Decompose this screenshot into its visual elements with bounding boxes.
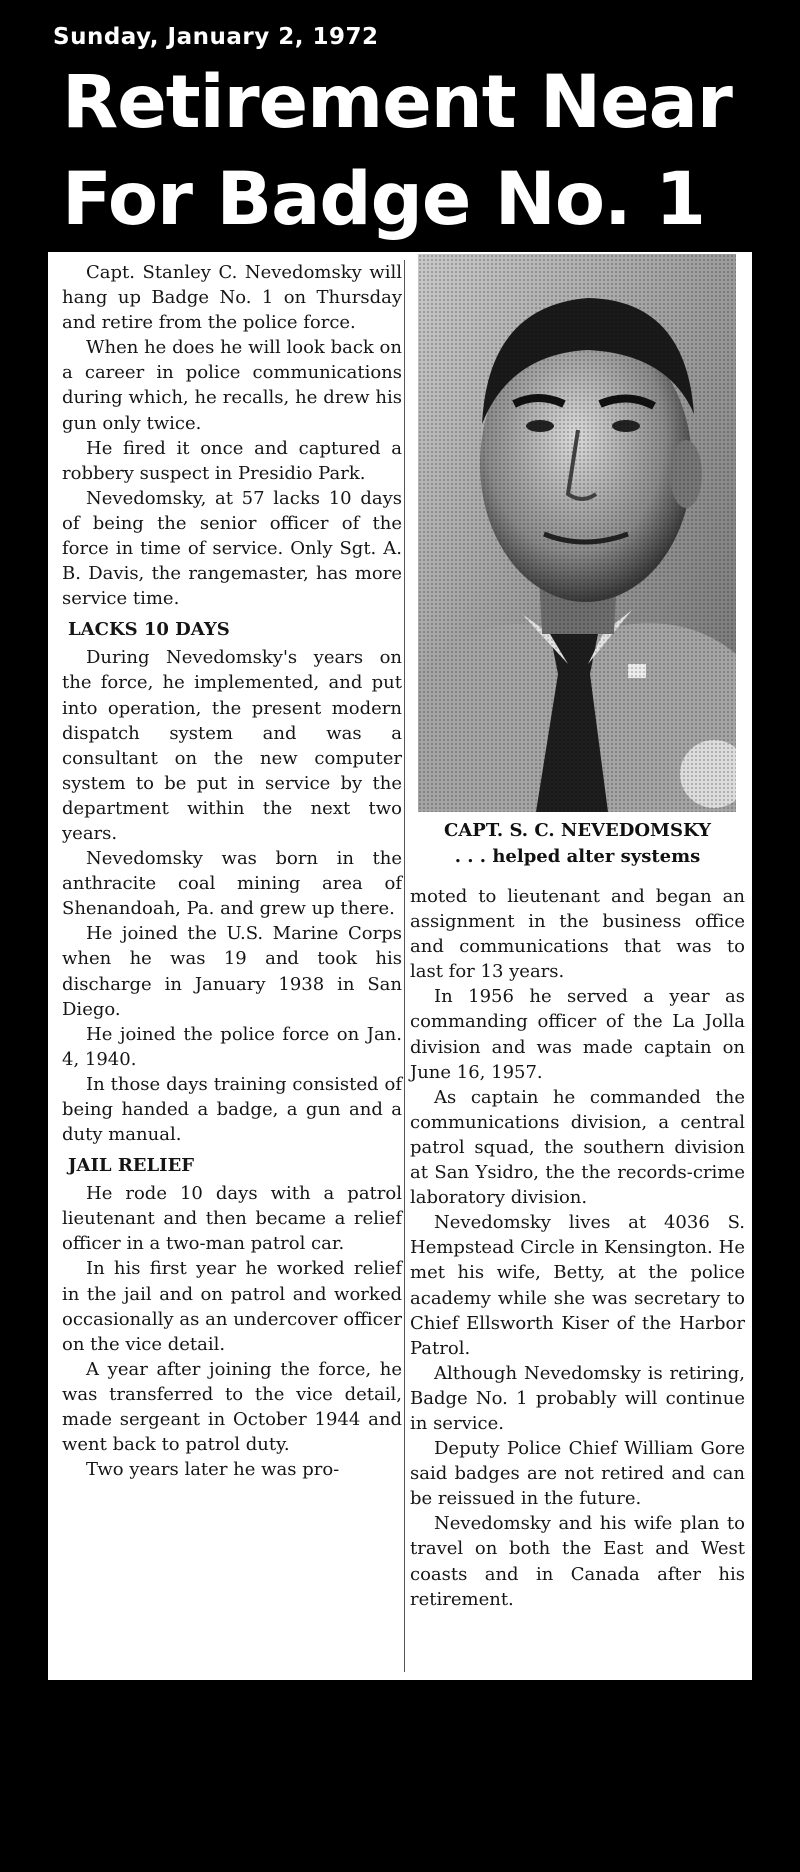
- portrait-photo: [418, 254, 736, 812]
- caption-text: . . . helped alter systems: [454, 846, 701, 867]
- article-column-right: [410, 884, 745, 1612]
- portrait-illustration: [418, 254, 736, 812]
- paragraph: When he does he will look back on a career in police communications during which, he recalls, he drew his gun only twice.: [62, 337, 402, 434]
- dateline: Sunday, January 2, 1972: [53, 24, 379, 50]
- paragraph: During Nevedomsky's years on the force, he implemented, and put into operation, the present modern dispatch system and was a consultant on the new computer system to be put in service by the department within the next two years.: [62, 647, 402, 844]
- paragraph: He joined the U.S. Marine Corps when he was 19 and took his discharge in January 1938 in San Diego.: [62, 923, 402, 1020]
- paragraph: He rode 10 days with a patrol lieutenant and then became a relief officer in a two-man patrol car.: [62, 1183, 402, 1255]
- paragraph: Although Nevedomsky is retiring, Badge No. 1 probably will continue in service.: [410, 1362, 745, 1434]
- paragraph: Nevedomsky lives at 4036 S. Hempstead Circle in Kensington. He met his wife, Betty, at the police academy while she was secretary to Chief Ellsworth Kiser of the Harbor Patrol.: [410, 1212, 745, 1359]
- article-column-left: [62, 260, 402, 1482]
- paragraph: moted to lieutenant and began an assignment in the business office and communications that was to last for 13 years.: [410, 886, 745, 983]
- subheading-lacks-10-days: LACKS 10 DAYS: [68, 619, 230, 641]
- paragraph: A year after joining the force, he was transferred to the vice detail, made sergeant in October 1944 and went back to patrol duty.: [62, 1358, 402, 1456]
- paragraph: He joined the police force on Jan. 4, 1940.: [62, 1023, 402, 1070]
- paragraph: He fired it once and captured a robbery suspect in Presidio Park.: [62, 437, 402, 484]
- paragraph: Two years later he was pro-: [86, 1459, 340, 1481]
- paragraph: Nevedomsky, at 57 lacks 10 days of being the senior officer of the force in time of service. Only Sgt. A. B. Davis, the rangemaster, has more service time.: [62, 487, 402, 610]
- article-body: [48, 252, 752, 1680]
- paragraph: Deputy Police Chief William Gore said badges are not retired and can be reissued in the future.: [410, 1438, 745, 1510]
- subheading-jail-relief: JAIL RELIEF: [68, 1155, 195, 1177]
- column-divider: [404, 260, 405, 1672]
- paragraph: Nevedomsky was born in the anthracite coal mining area of Shenandoah, Pa. and grew up there.: [62, 848, 402, 920]
- headline: [62, 54, 732, 248]
- paragraph: In his first year he worked relief in the jail and on patrol and worked occasionally as an undercover officer on the vice detail.: [62, 1258, 402, 1355]
- paragraph: Nevedomsky and his wife plan to travel on both the East and West coasts and in Canada after his retirement.: [410, 1513, 745, 1610]
- headline-line-2: For Badge No. 1: [62, 157, 705, 242]
- paragraph: Capt. Stanley C. Nevedomsky will hang up Badge No. 1 on Thursday and retire from the police force.: [62, 262, 402, 334]
- paragraph: As captain he commanded the communications division, a central patrol squad, the southern division at San Ysidro, the the records-crime laboratory division.: [410, 1086, 745, 1209]
- photo-caption: [410, 818, 745, 870]
- paragraph: In those days training consisted of being handed a badge, a gun and a duty manual.: [62, 1073, 402, 1146]
- headline-line-1: Retirement Near: [62, 60, 732, 145]
- caption-name: CAPT. S. C. NEVEDOMSKY: [444, 820, 711, 841]
- paragraph: In 1956 he served a year as commanding officer of the La Jolla division and was made captain on June 16, 1957.: [410, 986, 745, 1083]
